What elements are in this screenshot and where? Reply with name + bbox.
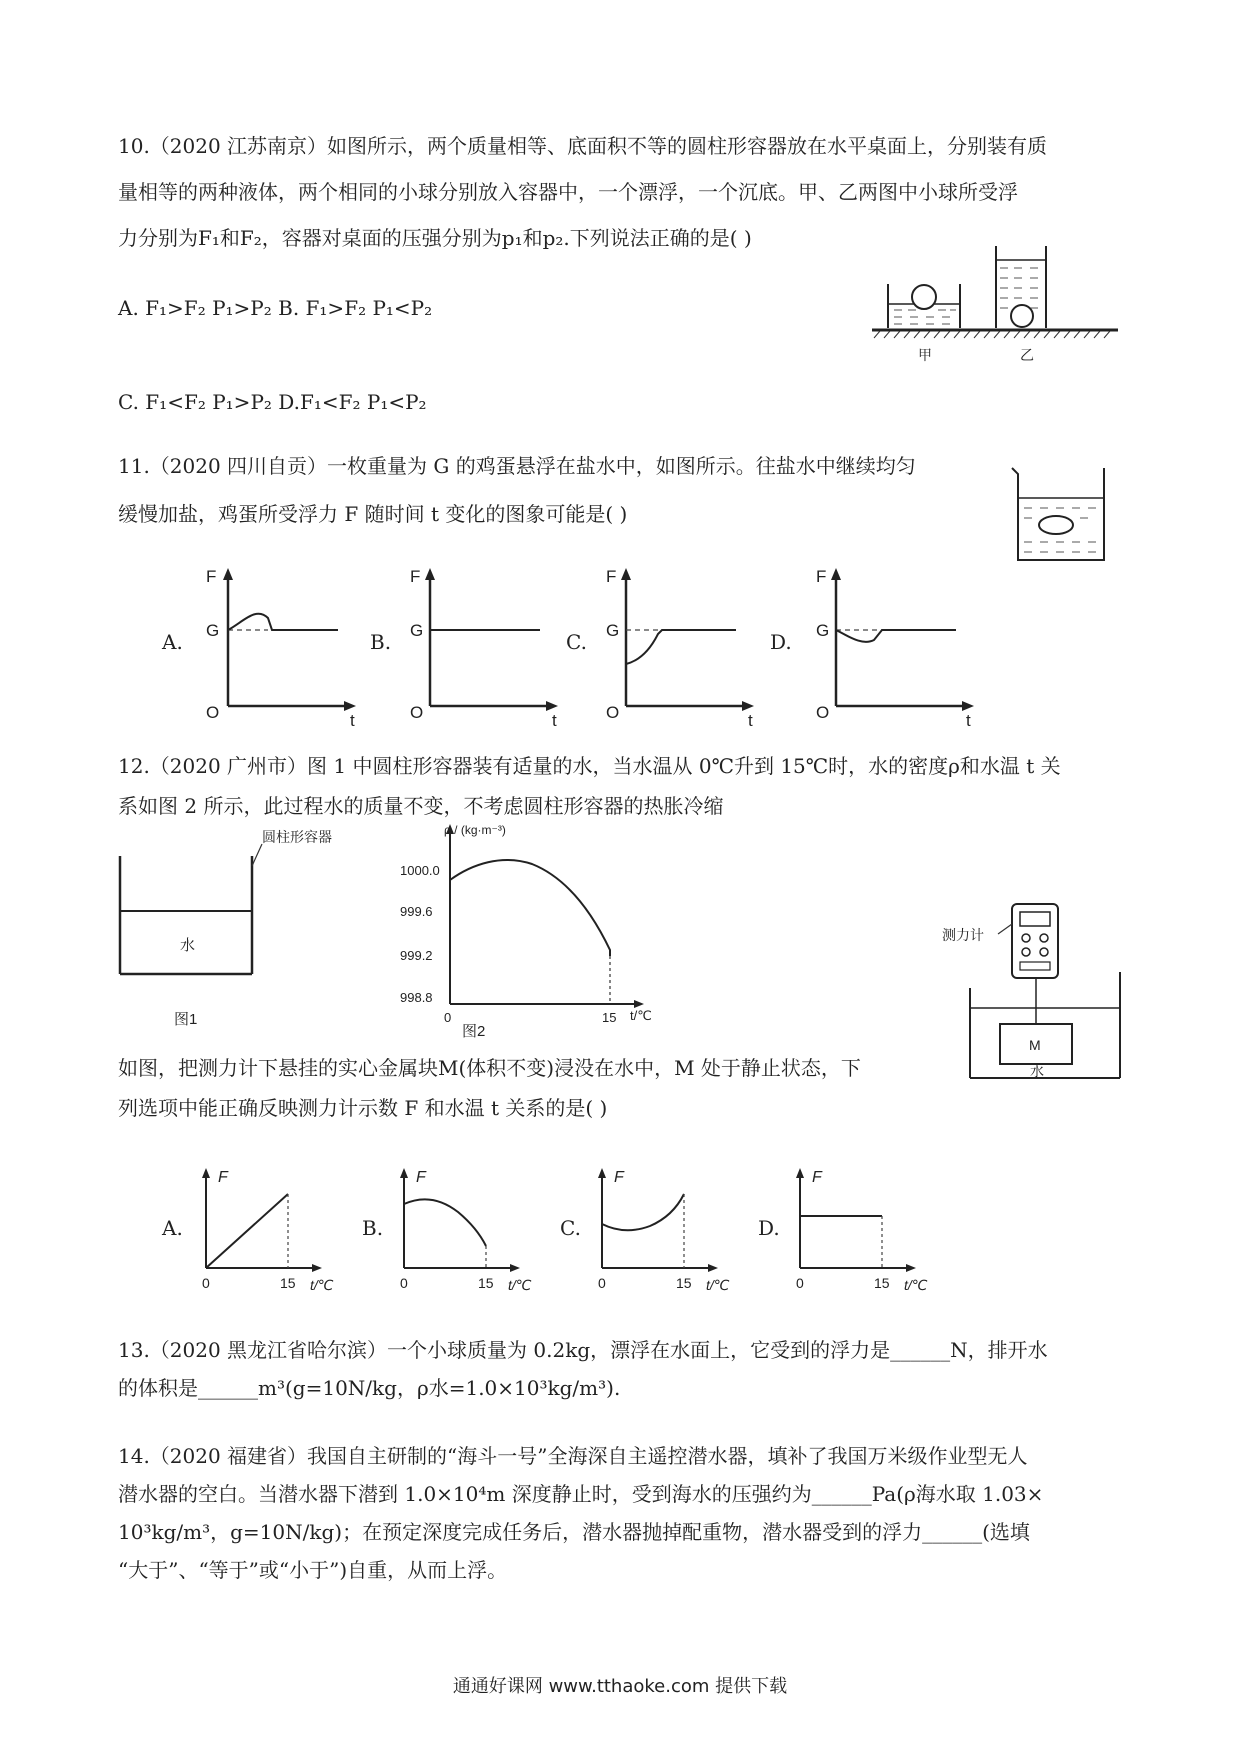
- x-axis-label: t/℃: [508, 1277, 532, 1293]
- axis-t: t: [350, 711, 355, 730]
- water-label: 水: [180, 937, 196, 954]
- xtick-15: 15: [280, 1275, 296, 1291]
- axis-o: O: [606, 703, 620, 722]
- axis-g: G: [206, 621, 220, 640]
- q12-option-d-graph: [790, 1164, 940, 1294]
- axis-g: G: [606, 621, 620, 640]
- q13-line-1: 13.（2020 黑龙江省哈尔滨）一个小球质量为 0.2kg，漂浮在水面上，它受到的浮力是______N，排开水: [118, 1338, 1048, 1362]
- axis-o: O: [410, 703, 424, 722]
- q11-option-b-graph: [400, 566, 570, 730]
- xtick-0: 0: [444, 1010, 452, 1025]
- q14-line-2: 潜水器的空白。当潜水器下潜到 1.0×10⁴m 深度静止时，受到海水的压强约为______Pa(ρ海水取 1.03×: [118, 1482, 1044, 1506]
- q11-line-2: 缓慢加盐，鸡蛋所受浮力 F 随时间 t 变化的图象可能是( ): [118, 502, 628, 526]
- q11-option-a-label: A.: [162, 630, 183, 654]
- q12-option-b-graph: [394, 1164, 544, 1294]
- q12-option-d-label: D.: [758, 1216, 780, 1240]
- axis-g: G: [410, 621, 424, 640]
- q12-option-a-graph: [196, 1164, 346, 1294]
- egg: [1039, 516, 1073, 534]
- q14-line-3: 10³kg/m³，g=10N/kg)；在预定深度完成任务后，潜水器抛掉配重物，潜水器受到的浮力______(选填: [118, 1520, 1030, 1544]
- q12-line-3: 如图，把测力计下悬挂的实心金属块M(体积不变)浸没在水中，M 处于静止状态，下: [118, 1056, 861, 1080]
- ytick-1000-0: 1000.0: [400, 863, 440, 878]
- xtick-0: 0: [202, 1275, 210, 1291]
- xtick-15: 15: [676, 1275, 692, 1291]
- q11-option-a-graph: [198, 566, 368, 730]
- axis-f: F: [614, 1169, 624, 1186]
- q12-figure-1: [112, 826, 372, 1036]
- block-m-label: M: [1029, 1037, 1041, 1053]
- xtick-0: 0: [796, 1275, 804, 1291]
- q14-line-1: 14.（2020 福建省）我国自主研制的“海斗一号”全海深自主遥控潜水器，填补了我国万米级作业型无人: [118, 1444, 1028, 1468]
- ytick-998-8: 998.8: [400, 990, 433, 1005]
- q12-force-meter-figure: [940, 900, 1140, 1084]
- figure-1-caption: 图1: [174, 1011, 198, 1028]
- label-jia: 甲: [918, 347, 932, 363]
- q12-option-b-label: B.: [362, 1216, 384, 1240]
- axis-f: F: [416, 1169, 426, 1186]
- q11-option-c-label: C.: [566, 630, 587, 654]
- density-axis-label: ρ / (kg·m⁻³): [444, 823, 506, 837]
- axis-f: F: [218, 1169, 228, 1186]
- q10-containers-figure: [868, 244, 1128, 364]
- axis-o: O: [816, 703, 830, 722]
- q10-line-3: 力分别为F₁和F₂，容器对桌面的压强分别为p₁和p₂.下列说法正确的是( ): [118, 226, 752, 250]
- q12-line-4: 列选项中能正确反映测力计示数 F 和水温 t 关系的是( ): [118, 1096, 608, 1120]
- x-axis-label: t/℃: [310, 1277, 334, 1293]
- label-yi: 乙: [1020, 347, 1034, 363]
- axis-f: F: [606, 567, 617, 586]
- xtick-15: 15: [874, 1275, 890, 1291]
- force-meter-label: 测力计: [942, 927, 984, 943]
- axis-f: F: [206, 567, 217, 586]
- axis-f: F: [812, 1169, 822, 1186]
- q14-line-4: “大于”、“等于”或“小于”)自重，从而上浮。: [118, 1558, 508, 1582]
- xtick-15: 15: [602, 1010, 617, 1025]
- axis-f: F: [410, 567, 421, 586]
- meter-water-label: 水: [1030, 1063, 1044, 1079]
- ytick-999-6: 999.6: [400, 904, 433, 919]
- q12-option-c-label: C.: [560, 1216, 581, 1240]
- q10-line-1: 10.（2020 江苏南京）如图所示，两个质量相等、底面积不等的圆柱形容器放在水平桌面上，分别装有质: [118, 134, 1048, 158]
- xtick-15: 15: [478, 1275, 494, 1291]
- x-axis-label: t/℃: [904, 1277, 928, 1293]
- q13-line-2: 的体积是______m³(g=10N/kg，ρ水=1.0×10³kg/m³).: [118, 1376, 621, 1400]
- axis-t: t: [748, 711, 753, 730]
- q10-options-cd: C. F₁<F₂ P₁>P₂ D.F₁<F₂ P₁<P₂: [118, 390, 427, 414]
- axis-t: t: [966, 711, 971, 730]
- q12-option-c-graph: [592, 1164, 742, 1294]
- floating-ball: [912, 285, 936, 309]
- figure-2-caption: 图2: [462, 1023, 486, 1040]
- xtick-0: 0: [400, 1275, 408, 1291]
- q12-line-2: 系如图 2 所示，此过程水的质量不变，不考虑圆柱形容器的热胀冷缩: [118, 794, 724, 818]
- xtick-0: 0: [598, 1275, 606, 1291]
- x-axis-label: t/℃: [706, 1277, 730, 1293]
- q10-options-ab: A. F₁>F₂ P₁>P₂ B. F₁>F₂ P₁<P₂: [118, 296, 433, 320]
- axis-t: t: [552, 711, 557, 730]
- q11-beaker-figure: [1010, 462, 1110, 566]
- page-footer: 通通好课网 www.tthaoke.com 提供下载: [452, 1676, 788, 1697]
- ytick-999-2: 999.2: [400, 948, 433, 963]
- x-axis-label: t/℃: [630, 1008, 652, 1023]
- q11-option-d-graph: [806, 566, 986, 730]
- axis-o: O: [206, 703, 220, 722]
- q11-line-1: 11.（2020 四川自贡）一枚重量为 G 的鸡蛋悬浮在盐水中，如图所示。往盐水中继续均匀: [118, 454, 916, 478]
- sunken-ball: [1011, 305, 1033, 327]
- q11-option-d-label: D.: [770, 630, 792, 654]
- q11-option-c-graph: [596, 566, 766, 730]
- callout-container: 圆柱形容器: [262, 829, 332, 845]
- axis-g: G: [816, 621, 830, 640]
- q12-option-a-label: A.: [162, 1216, 183, 1240]
- q11-option-b-label: B.: [370, 630, 392, 654]
- axis-f: F: [816, 567, 827, 586]
- q12-figure-2-density-chart: [392, 820, 662, 1040]
- q12-line-1: 12.（2020 广州市）图 1 中圆柱形容器装有适量的水，当水温从 0℃升到 15℃时，水的密度ρ和水温 t 关: [118, 754, 1061, 778]
- q10-line-2: 量相等的两种液体，两个相同的小球分别放入容器中，一个漂浮，一个沉底。甲、乙两图中小球所受浮: [118, 180, 1018, 204]
